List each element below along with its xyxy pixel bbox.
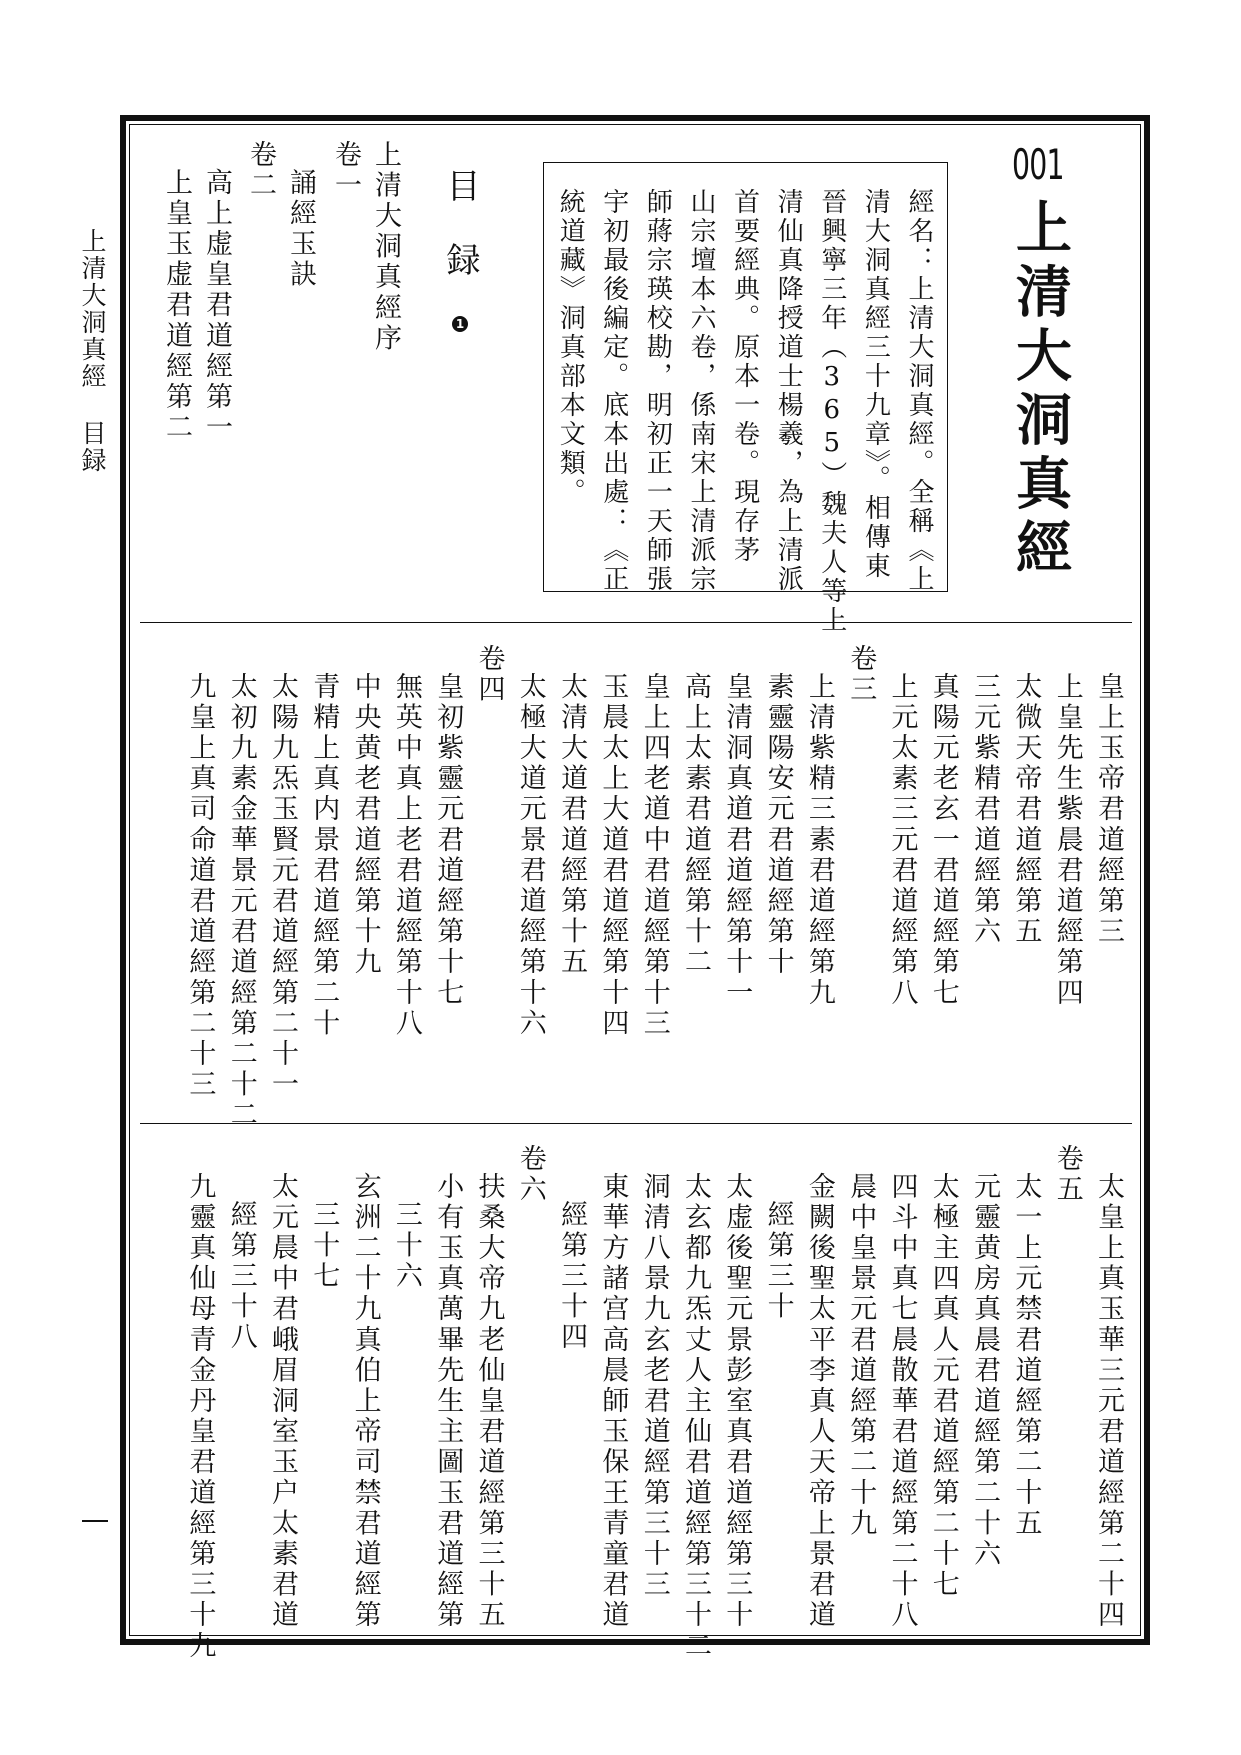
toc-bottom-entry: 經第三十 (762, 1200, 794, 1323)
toc-middle-column: 皇初紫靈元君道經第十七 (432, 672, 464, 1009)
toc-middle-column: 上元太素三元君道經第八 (886, 672, 918, 1009)
toc-middle-column: 高上太素君道經第十二 (680, 672, 711, 978)
toc-middle-column: 皇上玉帝君道經第三 (1093, 672, 1124, 948)
note-cols-column: 師蔣宗瑛校勘，明初正一天師張 (642, 188, 673, 594)
toc-top-entry: 上皇玉虚君道經第二 (161, 168, 192, 444)
toc-middle-column: 太初九素金華景元君道經第二十二 (225, 672, 257, 1131)
toc-bottom-entry: 太玄都九炁丈人主仙君道經第三十二 (680, 1172, 711, 1662)
toc-bottom-entry: 扶桑大帝九老仙皇君道經第三十五 (473, 1172, 505, 1631)
note-cols-column: 宇初最後編定。底本出處：《正 (598, 188, 629, 594)
toc-middle-column: 太清大道君道經第十五 (556, 672, 588, 978)
note-cols-column: 清仙真降授道士楊羲，為上清派 (773, 188, 804, 594)
toc-bottom-entry: 卷五 (1051, 1144, 1083, 1206)
toc-top-entry: 上清大洞真經序 (370, 140, 401, 355)
running-head-title: 上清大洞真經 (78, 228, 107, 390)
text-number: 001 (1012, 140, 1064, 189)
note-cols-column: 首要經典。原本一卷。現存茅 (729, 188, 760, 565)
running-head (80, 228, 105, 474)
toc-top-entry: 誦經玉訣 (285, 168, 316, 291)
toc-bottom-entry: 洞清八景九玄老君道經第三十三 (638, 1172, 670, 1601)
toc-middle-column: 真陽元老玄一君道經第七 (927, 672, 959, 1009)
note-cols-column: 經名：上清大洞真經。全稱《上 (904, 188, 934, 594)
toc-middle-column: 青精上真内景君道經第二十 (308, 672, 340, 1040)
toc-middle-column: 玉晨太上大道君道經第十四 (597, 672, 629, 1040)
toc-bottom-entry: 太皇上真玉華三元君道經第二十四 (1093, 1172, 1124, 1631)
folio-mark (82, 1520, 108, 1522)
toc-middle-column: 中央黄老君道經第十九 (349, 672, 381, 978)
toc-middle-column: 素靈陽安元君道經第十 (762, 672, 794, 978)
toc-middle-column: 太陽九炁玉賢元君道經第二十一 (267, 672, 298, 1101)
toc-bottom-entry: 經第三十四 (556, 1200, 588, 1353)
note-cols-column: 晉興寧三年（365）魏夫人等上 (816, 188, 847, 635)
mulu-heading (440, 168, 480, 332)
text-title: 上清大洞真經 (1007, 198, 1073, 582)
toc-bottom-entry: 晨中皇景元君道經第二十九 (845, 1172, 877, 1540)
toc-bottom-entry: 九靈真仙母青金丹皇君道經第三十九 (184, 1172, 216, 1662)
mulu-label: 目録 (440, 168, 480, 316)
toc-middle-column: 皇清洞真道君道經第十一 (721, 672, 753, 1009)
toc-bottom-entry: 東華方諸宫高晨師玉保王青童君道 (597, 1172, 629, 1631)
toc-bottom-entry: 四斗中真七晨散華君道經第二十八 (886, 1172, 918, 1631)
note-cols-column: 清大洞真經三十九章》。相傳東 (860, 188, 891, 581)
toc-bottom-entry: 太元晨中君峨眉洞室玉户太素君道 (267, 1172, 298, 1631)
toc-bottom-entry: 三十六 (390, 1200, 422, 1292)
toc-bottom-entry: 經第三十八 (225, 1200, 257, 1353)
toc-middle-column: 上清紫精三素君道經第九 (803, 672, 835, 1009)
toc-bottom-entry: 太極主四真人元君道經第二十七 (927, 1172, 959, 1601)
toc-bottom-entry: 太虚後聖元景彭室真君道經第三十一 (721, 1172, 753, 1662)
note-cols-column: 統道藏》洞真部本文類。 (555, 188, 586, 507)
footnote-marker: 1 (453, 317, 467, 331)
toc-middle-column: 卷三 (845, 644, 877, 706)
toc-middle-column: 三元紫精君道經第六 (969, 672, 1001, 948)
toc-top-entry: 卷二 (245, 140, 276, 202)
toc-bottom-entry: 元靈黄房真晨君道經第二十六 (969, 1172, 1001, 1570)
toc-middle-column: 上皇先生紫晨君道經第四 (1051, 672, 1083, 1009)
toc-middle-column: 太極大道元景君道經第十六 (514, 672, 546, 1040)
running-head-section: 目録 (78, 420, 107, 474)
toc-middle-column: 皇上四老道中君道經第十三 (638, 672, 670, 1040)
toc-top-entry: 卷一 (330, 140, 361, 202)
toc-top-entry: 高上虚皇君道經第一 (201, 168, 232, 444)
toc-bottom-entry: 小有玉真萬畢先生主圖玉君道經第 (432, 1172, 464, 1631)
toc-bottom-entry: 三十七 (308, 1200, 340, 1292)
toc-bottom-entry: 玄洲二十九真伯上帝司禁君道經第 (349, 1172, 381, 1631)
toc-middle-column: 九皇上真司命道君道經第二十三 (184, 672, 216, 1101)
section-divider (140, 1123, 1132, 1124)
toc-middle-column: 太微天帝君道經第五 (1010, 672, 1042, 948)
toc-bottom-entry: 卷六 (514, 1144, 546, 1206)
section-divider (140, 622, 1132, 623)
toc-bottom-entry: 太一上元禁君道經第二十五 (1010, 1172, 1042, 1540)
toc-middle-column: 無英中真上老君道經第十八 (390, 672, 422, 1040)
toc-bottom-entry: 金闕後聖太平李真人天帝上景君道 (803, 1172, 835, 1631)
toc-middle-column: 卷四 (473, 644, 505, 706)
note-cols-column: 山宗壇本六卷，係南宋上清派宗 (686, 188, 716, 594)
